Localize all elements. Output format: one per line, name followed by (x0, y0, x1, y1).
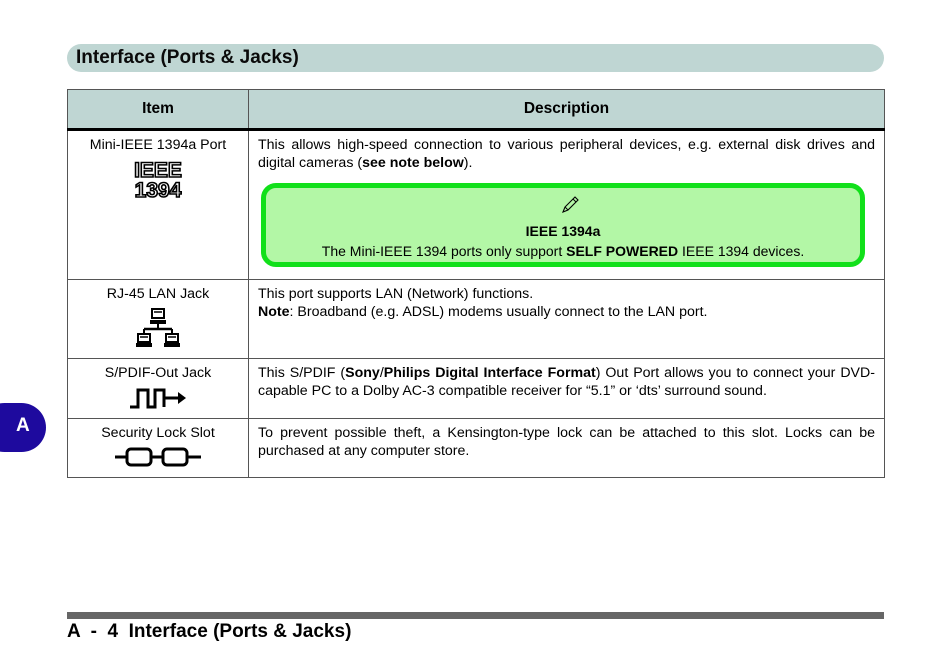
page-title: Interface (Ports & Jacks) (76, 47, 299, 68)
footer-rule (67, 612, 884, 619)
note-box (261, 183, 865, 267)
description-text: This allows high-speed connection to various peripheral devices, e.g. external disk drives and digital cameras (see note below). (258, 137, 875, 171)
page-title-bar (67, 44, 884, 72)
ports-table (67, 89, 885, 478)
description-note: Note: Broadband (e.g. ADSL) modems usually connect to the LAN port. (258, 304, 708, 320)
svg-text:IEEE: IEEE (134, 159, 182, 182)
spdif-out-icon (128, 386, 188, 410)
item-label: RJ-45 LAN Jack (106, 286, 210, 302)
description-cell (249, 280, 885, 359)
security-lock-icon (113, 446, 203, 468)
appendix-side-tab (0, 403, 46, 452)
lan-network-icon (135, 307, 181, 349)
footer-page-label: A - 4 Interface (Ports & Jacks) (67, 621, 352, 642)
item-label: S/PDIF-Out Jack (104, 365, 212, 381)
ieee-1394-icon (128, 158, 188, 202)
side-tab-label: A (16, 415, 30, 436)
item-cell (68, 130, 249, 280)
column-header-description: Description (249, 90, 885, 130)
description-line: This port supports LAN (Network) functions. (258, 286, 534, 302)
item-label: Mini-IEEE 1394a Port (89, 137, 227, 153)
column-header-item: Item (68, 90, 249, 130)
item-cell (68, 419, 249, 478)
description-cell (249, 130, 885, 280)
description-text: This S/PDIF (Sony/Philips Digital Interface Format) Out Port allows you to connect your DVD-capable PC to a Dolby AC-3 compatible receiver for “5.1” or ‘dts’ surround sound. (258, 365, 875, 399)
table-row (68, 130, 885, 280)
note-title: IEEE 1394a (525, 223, 601, 239)
table-row (68, 419, 885, 478)
item-cell (68, 359, 249, 419)
table-row (68, 280, 885, 359)
item-label: Security Lock Slot (101, 425, 215, 441)
pencil-icon (560, 195, 580, 215)
svg-text:1394: 1394 (134, 179, 182, 202)
note-text: The Mini-IEEE 1394 ports only support SELF POWERED IEEE 1394 devices. (321, 243, 805, 259)
description-text: To prevent possible theft, a Kensington-type lock can be attached to this slot. Locks can be purchased at any computer store. (258, 425, 875, 459)
item-cell (68, 280, 249, 359)
table-row (68, 359, 885, 419)
description-cell (249, 419, 885, 478)
description-cell (249, 359, 885, 419)
table-header-row (68, 90, 885, 130)
